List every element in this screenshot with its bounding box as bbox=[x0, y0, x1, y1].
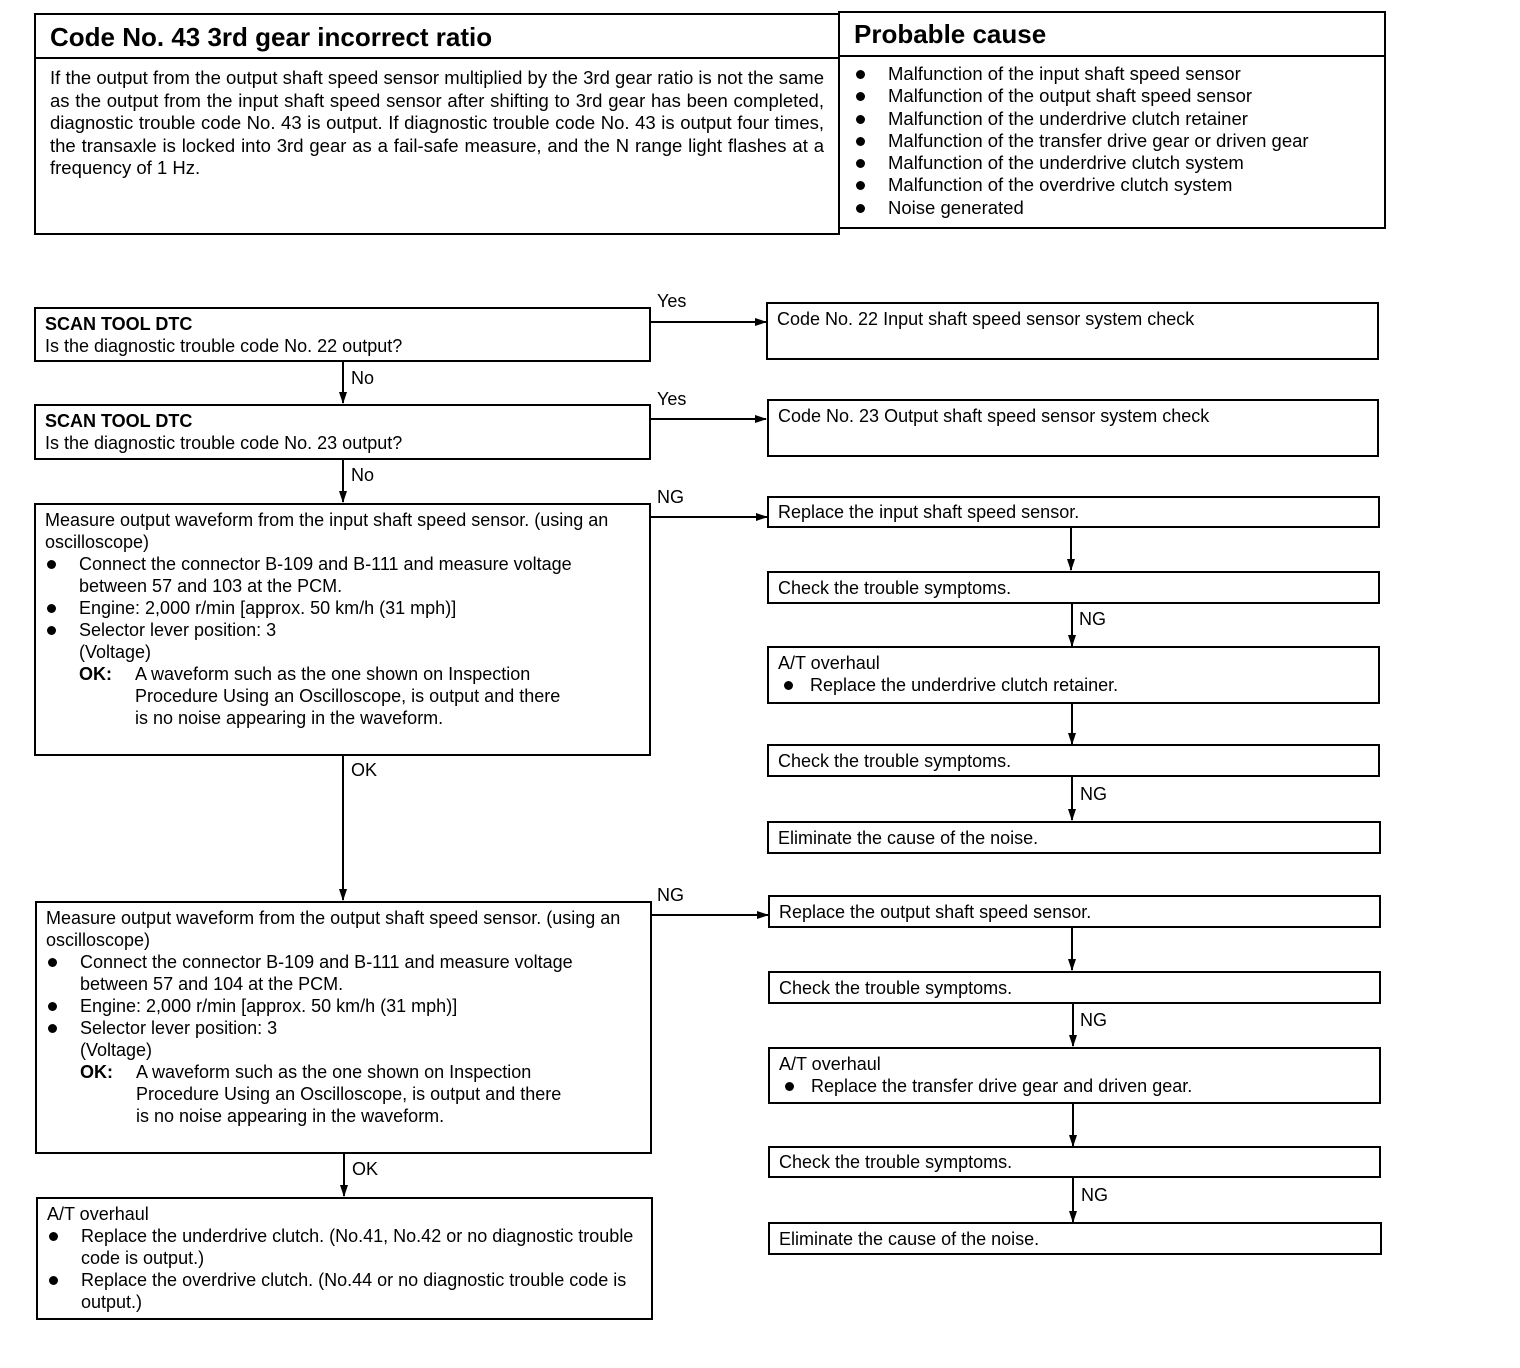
cause-item: Malfunction of the input shaft speed sensor bbox=[852, 63, 1372, 85]
check-symptoms-a2: Check the trouble symptoms. bbox=[767, 744, 1380, 777]
bullet-icon bbox=[856, 115, 865, 124]
ok-label: OK: bbox=[80, 1062, 113, 1082]
step-question: Is the diagnostic trouble code No. 22 output? bbox=[45, 336, 403, 356]
code-title: Code No. 43 3rd gear incorrect ratio bbox=[36, 15, 838, 59]
step-bullet: Selector lever position: 3 bbox=[45, 619, 640, 641]
step-bullet: Engine: 2,000 r/min [approx. 50 km/h (31 mph)] bbox=[46, 995, 641, 1017]
bullet-icon bbox=[856, 159, 865, 168]
check-symptoms-a1: Check the trouble symptoms. bbox=[767, 571, 1380, 604]
replace-input-sensor: Replace the input shaft speed sensor. bbox=[767, 496, 1380, 528]
cause-item: Noise generated bbox=[852, 197, 1372, 219]
bullet-icon bbox=[48, 1024, 57, 1033]
step-bullet: Connect the connector B-109 and B-111 and measure voltage between 57 and 103 at the PCM. bbox=[45, 553, 640, 597]
voltage-label: (Voltage) bbox=[79, 642, 152, 662]
probable-cause-list bbox=[840, 57, 1384, 225]
replace-output-sensor: Replace the output shaft speed sensor. bbox=[768, 895, 1381, 928]
step-bullet: Replace the underdrive clutch. (No.41, No.42 or no diagnostic trouble code is output.) bbox=[47, 1225, 642, 1269]
bullet-icon bbox=[47, 560, 56, 569]
code-description: If the output from the output shaft speed sensor multiplied by the 3rd gear ratio is not the same as the output from the input shaft speed sensor after shifting to 3rd gear has been completed, diagnostic trouble code No. 43 is output. If diagnostic trouble code No. 43 is output four times, the transaxle is locked into 3rd gear as a fail-safe measure, and the N range light flashes at a frequency of 1 Hz. bbox=[50, 67, 824, 178]
bullet-icon bbox=[47, 626, 56, 635]
edge-label-ng: NG bbox=[1079, 609, 1106, 629]
eliminate-noise-a: Eliminate the cause of the noise. bbox=[767, 821, 1381, 854]
edge-label-ng: NG bbox=[1081, 1185, 1108, 1205]
step-bullet: Selector lever position: 3 bbox=[46, 1017, 641, 1039]
step-bullet: Replace the underdrive clutch retainer. bbox=[778, 674, 1369, 696]
edge-label-no: No bbox=[351, 368, 375, 388]
cause-item: Malfunction of the overdrive clutch system bbox=[852, 174, 1372, 196]
voltage-label: (Voltage) bbox=[80, 1040, 153, 1060]
bullet-icon bbox=[785, 1082, 794, 1091]
edge-label-ok: OK bbox=[352, 1159, 379, 1179]
step-question: Is the diagnostic trouble code No. 23 output? bbox=[45, 433, 403, 453]
bullet-icon bbox=[856, 137, 865, 146]
probable-cause-title: Probable cause bbox=[840, 13, 1384, 57]
step-bullet: Engine: 2,000 r/min [approx. 50 km/h (31 mph)] bbox=[45, 597, 640, 619]
edge-label-ng: NG bbox=[657, 885, 684, 905]
step-dtc23-check bbox=[34, 404, 651, 460]
ok-criterion bbox=[45, 663, 640, 729]
edge-label-ng: NG bbox=[657, 487, 684, 507]
edge-label-ok: OK bbox=[351, 760, 378, 780]
cause-item: Malfunction of the underdrive clutch system bbox=[852, 152, 1372, 174]
ok-label: OK: bbox=[79, 664, 112, 684]
step-bullet: Connect the connector B-109 and B-111 and measure voltage between 57 and 104 at the PCM. bbox=[46, 951, 641, 995]
overhaul-underdrive-retainer: A/T overhaul Replace the underdrive clutch retainer. bbox=[767, 646, 1380, 704]
ok-criterion bbox=[46, 1061, 641, 1127]
step-output-sensor-waveform bbox=[35, 901, 652, 1154]
edge-label-yes: Yes bbox=[657, 389, 687, 409]
code-description-panel bbox=[34, 13, 840, 235]
eliminate-noise-b: Eliminate the cause of the noise. bbox=[768, 1222, 1382, 1255]
bullet-icon bbox=[856, 181, 865, 190]
bullet-icon bbox=[856, 70, 865, 79]
step-title: SCAN TOOL DTC bbox=[45, 314, 193, 334]
step-bullet: Replace the transfer drive gear and driven gear. bbox=[779, 1075, 1370, 1097]
edge-label-no: No bbox=[351, 465, 375, 485]
step-intro: Measure output waveform from the output shaft speed sensor. (using an oscilloscope) bbox=[46, 908, 621, 950]
bullet-icon bbox=[784, 681, 793, 690]
cause-item: Malfunction of the underdrive clutch retainer bbox=[852, 108, 1372, 130]
ref-code22-check[interactable]: Code No. 22 Input shaft speed sensor system check bbox=[766, 302, 1379, 360]
step-at-overhaul-clutches bbox=[36, 1197, 653, 1320]
step-dtc22-check bbox=[34, 307, 651, 362]
cause-item: Malfunction of the output shaft speed sensor bbox=[852, 85, 1372, 107]
bullet-icon bbox=[47, 604, 56, 613]
edge-label-ng: NG bbox=[1080, 784, 1107, 804]
bullet-icon bbox=[856, 204, 865, 213]
probable-cause-panel bbox=[838, 11, 1386, 229]
overhaul-transfer-gear: A/T overhaul Replace the transfer drive gear and driven gear. bbox=[768, 1047, 1381, 1104]
bullet-icon bbox=[48, 958, 57, 967]
ref-code23-check[interactable]: Code No. 23 Output shaft speed sensor system check bbox=[767, 399, 1379, 457]
step-intro: Measure output waveform from the input shaft speed sensor. (using an oscilloscope) bbox=[45, 510, 609, 552]
step-bullet: Replace the overdrive clutch. (No.44 or no diagnostic trouble code is output.) bbox=[47, 1269, 642, 1313]
ok-text: A waveform such as the one shown on Inspection Procedure Using an Oscilloscope, is output and there is no noise appearing in the waveform. bbox=[136, 1062, 562, 1126]
step-input-sensor-waveform bbox=[34, 503, 651, 756]
bullet-icon bbox=[856, 92, 865, 101]
bullet-icon bbox=[49, 1232, 58, 1241]
check-symptoms-b1: Check the trouble symptoms. bbox=[768, 971, 1381, 1004]
step-title: SCAN TOOL DTC bbox=[45, 411, 193, 431]
edge-label-yes: Yes bbox=[657, 291, 687, 311]
step-title: A/T overhaul bbox=[47, 1204, 149, 1224]
ok-text: A waveform such as the one shown on Inspection Procedure Using an Oscilloscope, is output and there is no noise appearing in the waveform. bbox=[135, 664, 561, 728]
bullet-icon bbox=[48, 1002, 57, 1011]
cause-item: Malfunction of the transfer drive gear or driven gear bbox=[852, 130, 1372, 152]
check-symptoms-b2: Check the trouble symptoms. bbox=[768, 1146, 1381, 1178]
bullet-icon bbox=[49, 1276, 58, 1285]
edge-label-ng: NG bbox=[1080, 1010, 1107, 1030]
